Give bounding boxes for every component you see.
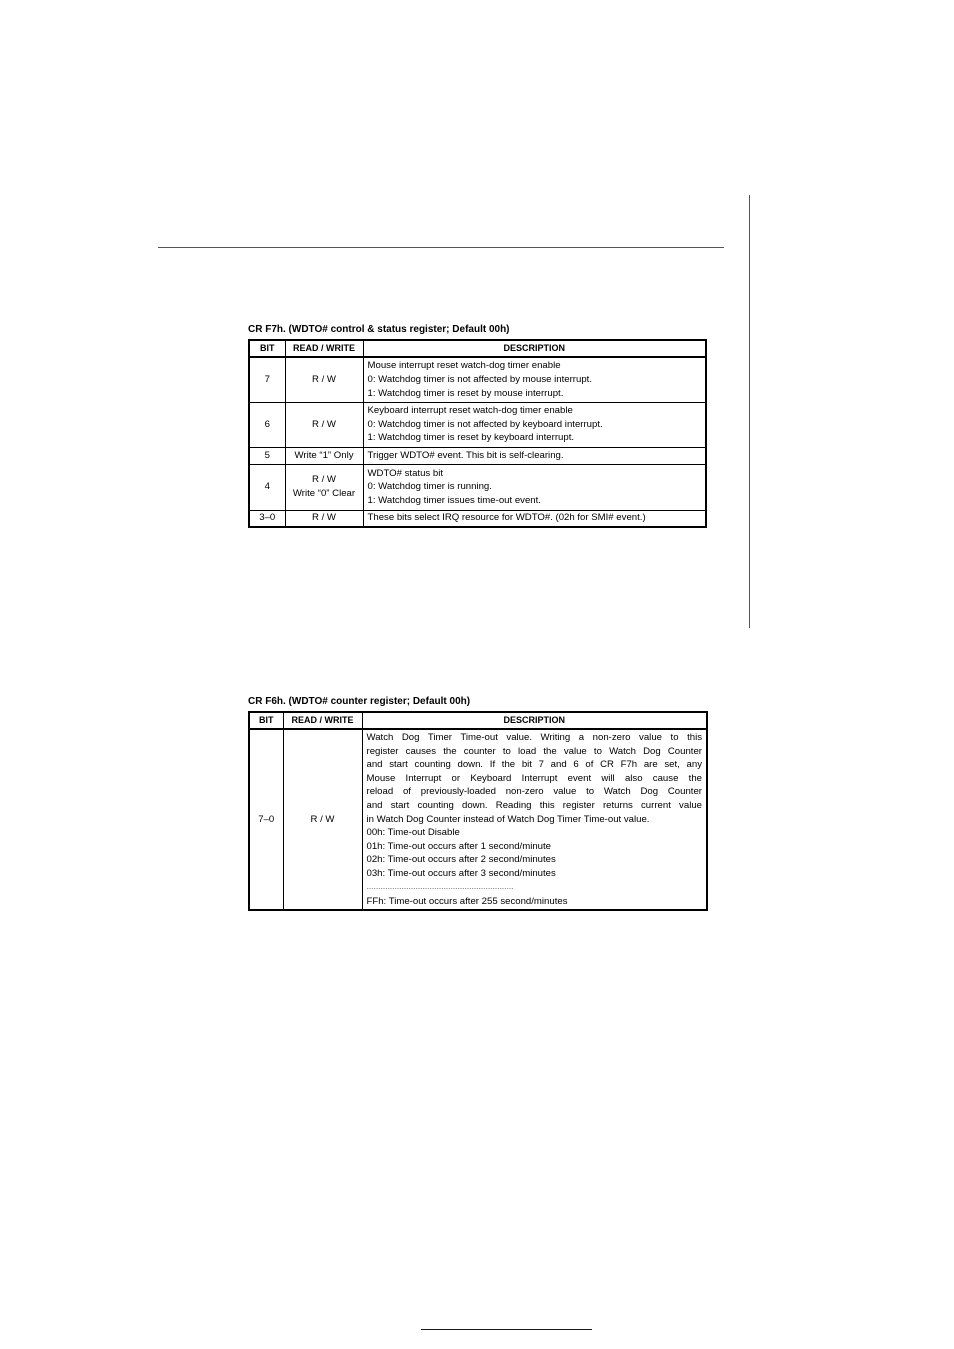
table-header-row xyxy=(249,712,707,729)
value-line: FFh: Time-out occurs after 255 second/minutes xyxy=(366,895,568,907)
desc-line: in Watch Dog Counter instead of Watch Dog Timer Time-out value. xyxy=(366,813,650,825)
footer-link-underline[interactable] xyxy=(421,1329,592,1330)
table-row xyxy=(249,729,707,910)
cell-bit: 4 xyxy=(249,464,285,510)
register-table-f7h xyxy=(248,339,707,528)
cell-description xyxy=(363,357,706,402)
cell-description xyxy=(363,464,706,510)
value-line: 01h: Time-out occurs after 1 second/minute xyxy=(366,840,552,852)
header-description: DESCRIPTION xyxy=(363,340,706,357)
desc-line: Mouse Interrupt or Keyboard Interrupt event will also cause the xyxy=(366,772,702,784)
table-row xyxy=(249,447,706,464)
table-header-row xyxy=(249,340,706,357)
cell-read-write xyxy=(285,447,363,464)
ellipsis-line: ……………………………………………………… xyxy=(366,883,514,891)
desc-line: WDTO# status bit xyxy=(367,467,444,479)
table-row xyxy=(249,357,706,402)
cell-description xyxy=(363,402,706,447)
table-row xyxy=(249,464,706,510)
desc-line: Watch Dog Timer Time-out value. Writing a non-zero value to this xyxy=(366,732,702,743)
desc-line: and start counting down. Reading this register returns current value xyxy=(366,799,702,811)
desc-line: 1: Watchdog timer is reset by keyboard interrupt. xyxy=(367,432,575,444)
desc-line: 1: Watchdog timer issues time-out event. xyxy=(367,494,541,506)
rw-line: R / W xyxy=(312,373,336,385)
rw-line: R / W xyxy=(312,474,336,486)
rw-line: R / W xyxy=(312,418,336,430)
cell-bit: 7 xyxy=(249,357,285,402)
value-line: 00h: Time-out Disable xyxy=(366,827,460,839)
desc-line: These bits select IRQ resource for WDTO#. (02h for SMI# event.) xyxy=(367,512,646,524)
header-rule xyxy=(158,247,724,248)
desc-line: 0: Watchdog timer is not affected by keyboard interrupt. xyxy=(367,418,603,430)
cell-read-write xyxy=(285,464,363,510)
cell-read-write xyxy=(285,357,363,402)
table2-caption: CR F6h. (WDTO# counter register; Default 00h) xyxy=(248,696,471,707)
cell-bit: 7–0 xyxy=(249,729,283,910)
desc-line: register causes the counter to load the value to Watch Dog Counter xyxy=(366,745,702,757)
rw-line: Write “1” Only xyxy=(294,449,354,461)
rw-line: Write “0” Clear xyxy=(292,488,356,499)
cell-bit: 6 xyxy=(249,402,285,447)
cell-bit: 3–0 xyxy=(249,510,285,527)
register-table-f6h xyxy=(248,711,708,911)
desc-line: Keyboard interrupt reset watch-dog timer enable xyxy=(367,405,573,417)
desc-line: Mouse interrupt reset watch-dog timer enable xyxy=(367,360,561,372)
desc-line: 0: Watchdog timer is running. xyxy=(367,481,492,493)
cell-description xyxy=(362,729,707,910)
rw-line: R / W xyxy=(312,512,336,524)
table-row xyxy=(249,402,706,447)
header-read-write: READ / WRITE xyxy=(285,340,363,357)
value-line: 02h: Time-out occurs after 2 second/minutes xyxy=(366,854,556,866)
value-line: 03h: Time-out occurs after 3 second/minutes xyxy=(366,867,556,879)
cell-read-write xyxy=(285,402,363,447)
margin-rule xyxy=(749,195,750,628)
table1-caption: CR F7h. (WDTO# control & status register; Default 00h) xyxy=(248,324,510,335)
desc-line: and start counting down. If the bit 7 and 6 of CR F7h are set, any xyxy=(366,759,702,771)
desc-line: 0: Watchdog timer is not affected by mouse interrupt. xyxy=(367,373,592,385)
cell-read-write xyxy=(285,510,363,527)
desc-line: Trigger WDTO# event. This bit is self-clearing. xyxy=(367,449,564,461)
header-bit: BIT xyxy=(249,712,283,729)
cell-description xyxy=(363,447,706,464)
cell-bit: 5 xyxy=(249,447,285,464)
cell-description xyxy=(363,510,706,527)
desc-line: 1: Watchdog timer is reset by mouse interrupt. xyxy=(367,387,564,399)
header-read-write: READ / WRITE xyxy=(283,712,362,729)
cell-read-write: R / W xyxy=(283,729,362,910)
header-bit: BIT xyxy=(249,340,285,357)
table-row xyxy=(249,510,706,527)
header-description: DESCRIPTION xyxy=(362,712,707,729)
desc-line: reload of previously-loaded non-zero value to Watch Dog Counter xyxy=(366,786,702,798)
